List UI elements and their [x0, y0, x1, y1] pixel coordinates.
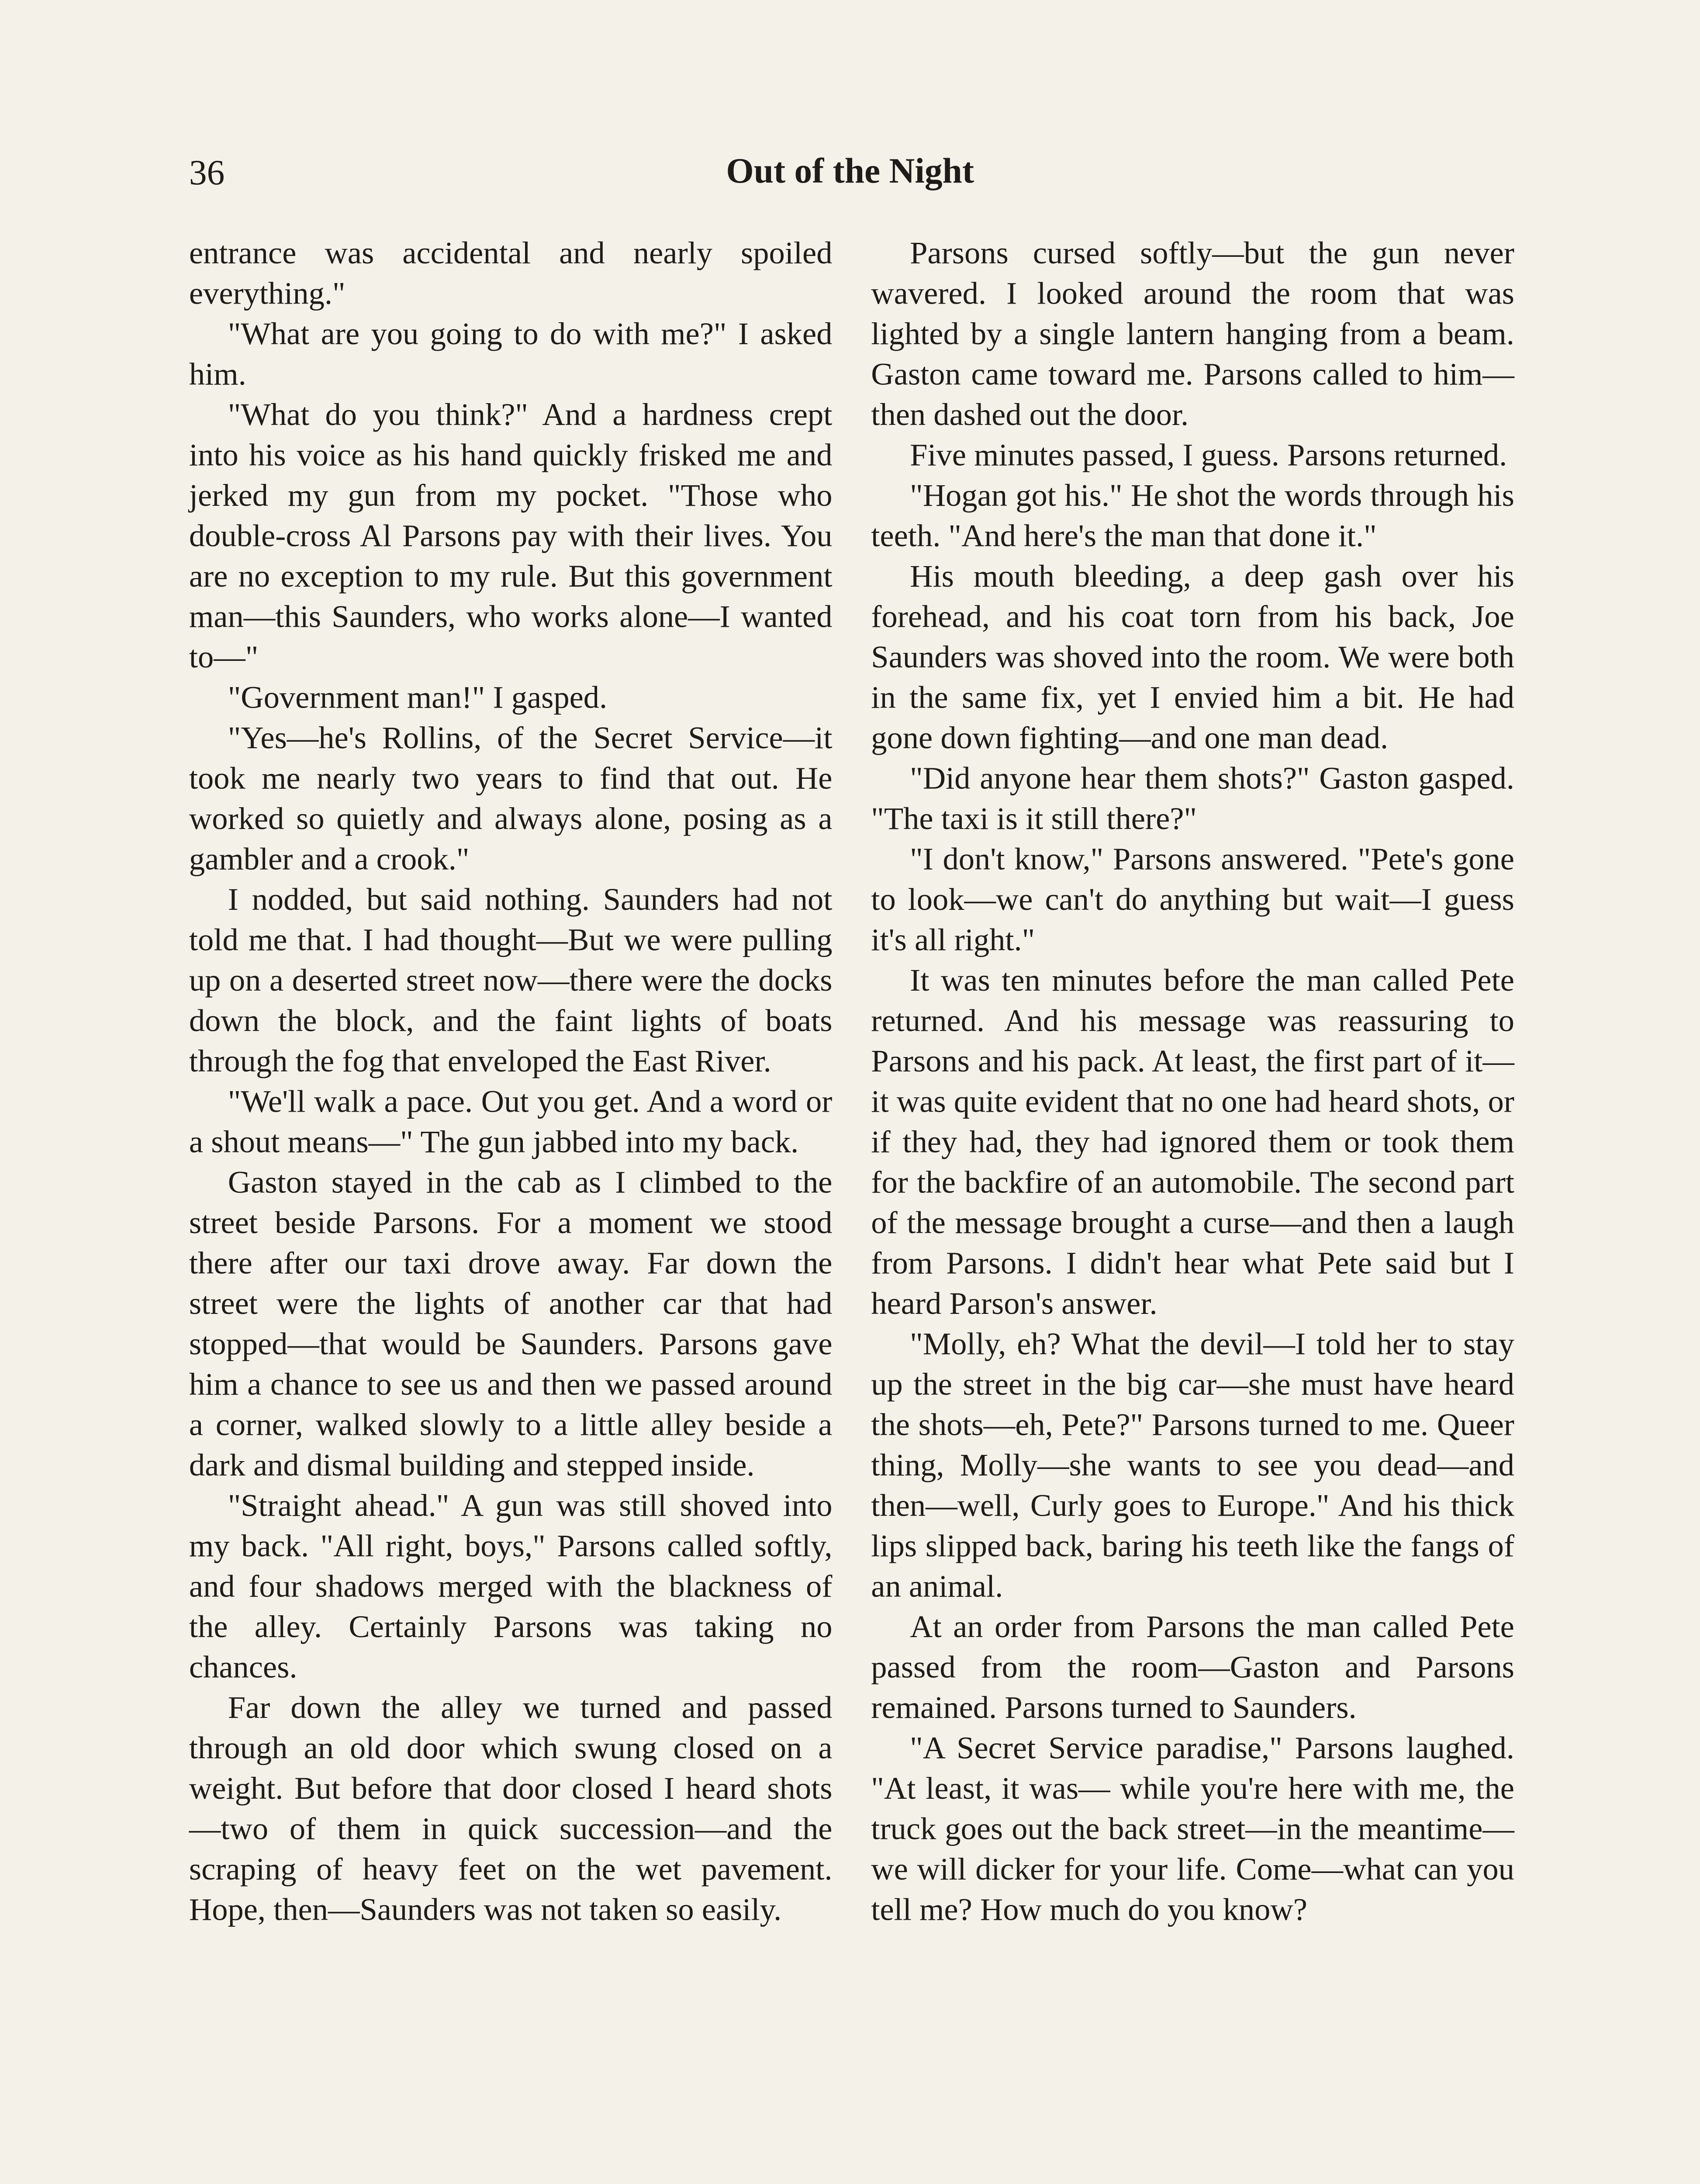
paragraph: entrance was accidental and nearly spoiled everything.": [189, 237, 833, 312]
paragraph: I nodded, but said nothing. Saunders had not told me that. I had thought—But we were pulling up on a deserted street now—there were the docks down the block, and the faint lights of boats through the fog that enveloped the East River.: [189, 884, 833, 1080]
paragraph: "I don't know," Parsons answered. "Pete's gone to look—we can't do anything but wait—I guess it's all right.": [871, 843, 1514, 959]
paragraph: "Government man!" I gasped.: [228, 682, 608, 716]
paragraph: "Did anyone hear them shots?" Gaston gasped. "The taxi is it still there?": [871, 763, 1514, 837]
paragraph: "A Secret Service paradise," Parsons laughed. "At least, it was— while you're here with me, the truck goes out the back street—in the meantime—we will dicker for your life. Come—what can you tell me? How much do you know?: [871, 1732, 1514, 1928]
paragraph: It was ten minutes before the man called Pete returned. And his message was reassuring to Parsons and his pack. At least, the first part of it—it was quite evident that no one had heard shots, or if they had, they had ignored them or took them for the backfire of an automobile. The second part of the message brought a curse—and then a laugh from Parsons. I didn't hear what Pete said but I heard Parson's answer.: [871, 964, 1514, 1322]
paragraph: "Straight ahead." A gun was still shoved into my back. "All right, boys," Parsons called softly, and four shadows merged with the blackness of the alley. Certainly Parsons was taking no chances.: [189, 1490, 833, 1686]
paragraph: Parsons cursed softly—but the gun never wavered. I looked around the room that was lighted by a single lantern hanging from a beam. Gaston came toward me. Parsons called to him—then dashed out the door.: [871, 237, 1514, 433]
paragraph: "Molly, eh? What the devil—I told her to stay up the street in the big car—she must have heard the shots—eh, Pete?" Parsons turned to me. Queer thing, Molly—she wants to see you dead—and then—well, Curly goes to Europe." And his thick lips slipped back, baring his teeth like the fangs of an animal.: [871, 1328, 1514, 1605]
paragraph: At an order from Parsons the man called Pete passed from the room—Gaston and Parsons remained. Parsons turned to Saunders.: [871, 1611, 1514, 1726]
right-column: [871, 235, 1514, 1932]
paragraph: "Yes—he's Rollins, of the Secret Service—it took me nearly two years to find that out. He worked so quietly and always alone, posing as a gambler and a crook.": [189, 722, 833, 878]
paragraph: "We'll walk a pace. Out you get. And a word or a shout means—" The gun jabbed into my back.: [189, 1086, 833, 1161]
paragraph: Five minutes passed, I guess. Parsons returned.: [910, 439, 1507, 474]
paragraph: His mouth bleeding, a deep gash over his forehead, and his coat torn from his back, Joe Saunders was shoved into the room. We were both in the same fix, yet I envied him a bit. He had gone down fighting—and one man dead.: [871, 560, 1514, 757]
paragraph: Gaston stayed in the cab as I climbed to the street beside Parsons. For a moment we stood there after our taxi drove away. Far down the street were the lights of another car that had stopped—that would be Saunders. Parsons gave him a chance to see us and then we passed around a corner, walked slowly to a little alley beside a dark and dismal building and stepped inside.: [189, 1167, 833, 1484]
left-column: [189, 235, 833, 1932]
page-number: 36: [189, 152, 225, 193]
paragraph: "What are you going to do with me?" I asked him.: [189, 318, 833, 393]
paragraph: "Hogan got his." He shot the words through his teeth. "And here's the man that done it.": [871, 480, 1514, 555]
running-title: Out of the Night: [726, 150, 974, 191]
paragraph: "What do you think?" And a hardness crept into his voice as his hand quickly frisked me and jerked my gun from my pocket. "Those who double-cross Al Parsons pay with their lives. You are no exception to my rule. But this government man—this Saunders, who works alone—I wanted to—": [189, 399, 833, 676]
paragraph: Far down the alley we turned and passed through an old door which swung closed on a weight. But before that door closed I heard shots—two of them in quick succession—and the scraping of heavy feet on the wet pavement. Hope, then—Saunders was not taken so easily.: [189, 1692, 833, 1928]
